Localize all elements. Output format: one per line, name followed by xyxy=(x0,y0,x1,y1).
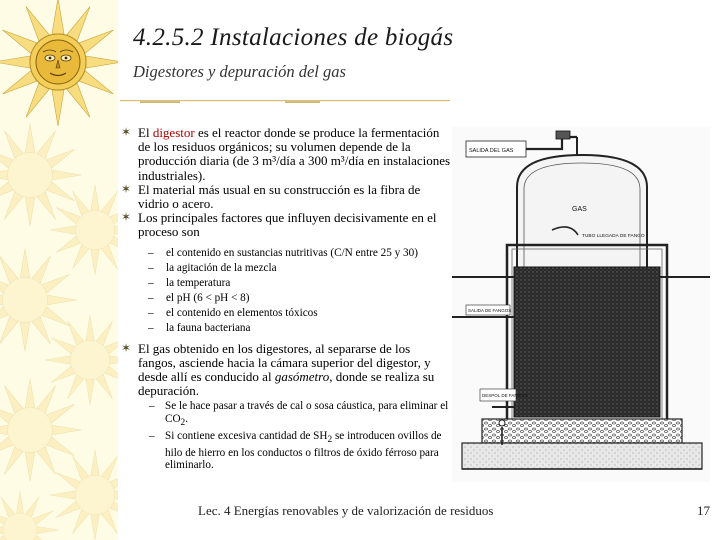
list-item-text: se introducen ovillos de hilo de hierro en los conductos o filtros de óxido férroso para eliminarlo. xyxy=(165,429,442,472)
list-item-text: el contenido en sustancias nutritivas (C/N entre 25 y 30) xyxy=(166,246,418,259)
bullet-factors xyxy=(121,211,451,239)
star-bullet-icon: ✶ xyxy=(121,125,132,139)
list-item: – el contenido en sustancias nutritivas (C/N entre 25 y 30) xyxy=(148,246,418,259)
bullet-text: El gas obtenido en los digestores, al separarse de los fangos, asciende hacia la cámara superior del digestor, y desde allí es conducido al xyxy=(138,340,431,385)
list-item-text: el contenido en elementos tóxicos xyxy=(166,306,318,319)
list-item: – la fauna bacteriana xyxy=(148,321,251,334)
bullet-text: El material más usual en su construcción es la fibra de vidrio o acero. xyxy=(138,181,421,212)
footer-text: Lec. 4 Energías renovables y de valorización de residuos xyxy=(198,503,494,518)
factor-list xyxy=(121,246,451,336)
highlight-term: gasómetro xyxy=(274,369,330,385)
bullet-gas xyxy=(121,342,451,399)
digester-illustration xyxy=(452,127,710,482)
bullet-digestor xyxy=(121,126,451,183)
digester-diagram xyxy=(452,127,710,482)
star-bullet-icon: ✶ xyxy=(121,210,132,225)
list-item: – Se le hace pasar a través de cal o sosa cáustica, para eliminar el $CO_2$. xyxy=(149,400,449,429)
bullet-text: Los principales factores que influyen decisivamente en el proceso son xyxy=(138,210,437,240)
label-feed: TUBO LLEGADA DE FANGO xyxy=(582,234,645,239)
slide-subtitle: Digestores y depuración del gas xyxy=(133,62,346,81)
star-bullet-icon: ✶ xyxy=(121,340,132,355)
star-bullet-icon: ✶ xyxy=(121,181,132,196)
highlight-term: digestor xyxy=(152,125,195,140)
bullet-text: El xyxy=(138,125,153,140)
slide-body xyxy=(121,126,451,472)
label-gas: GAS xyxy=(572,206,587,213)
bullet-text: es el reactor donde se produce la fermentación de los residuos orgánicos; su volumen depende de la producción diaria (de 3 m³/día a 300 m³/día en instalaciones industriales). xyxy=(138,125,451,183)
subscript: 2 xyxy=(180,418,186,429)
title-divider xyxy=(120,100,450,103)
list-item: – Si contiene excesiva cantidad de $SH_2$ se introducen ovillos de hilo de hierro en los conductos o filtros de óxido férroso para eliminarlo. xyxy=(149,429,442,472)
page-number: 17 xyxy=(697,503,710,518)
list-item-text: la agitación de la mezcla xyxy=(166,261,277,274)
sun-pattern-icon xyxy=(0,0,118,540)
list-item-text: Se le hace pasar a través de cal o sosa cáustica, para eliminar el CO xyxy=(165,400,449,426)
list-item-text: Si contiene excesiva cantidad de SH xyxy=(165,429,328,442)
list-item: – la agitación de la mezcla xyxy=(148,261,277,274)
list-item: – la temperatura xyxy=(148,276,231,289)
subscript: 2 xyxy=(327,435,333,446)
list-item-text: . xyxy=(185,413,189,426)
label-sludge-out: SALIDA DE FANGOS xyxy=(468,308,512,313)
bullet-material xyxy=(121,183,451,211)
list-item: – el contenido en elementos tóxicos xyxy=(148,306,318,319)
purification-list xyxy=(121,400,451,471)
list-item: – el pH (6 < pH < 8) xyxy=(148,291,250,304)
label-sludge-discharge: DESPOL DE FANGOS xyxy=(482,393,528,398)
list-item-text: la temperatura xyxy=(166,276,231,289)
bullet-text: , donde se realiza su depuración. xyxy=(138,369,435,399)
sun-face-icon xyxy=(0,0,118,126)
list-item-text: la fauna bacteriana xyxy=(166,321,251,334)
slide-title: 4.2.5.2 Instalaciones de biogás xyxy=(133,24,454,51)
label-gas-outlet: SALIDA DEL GAS xyxy=(469,148,514,154)
list-item-text: el pH (6 < pH < 8) xyxy=(166,291,250,304)
decorative-sidebar xyxy=(0,0,118,540)
